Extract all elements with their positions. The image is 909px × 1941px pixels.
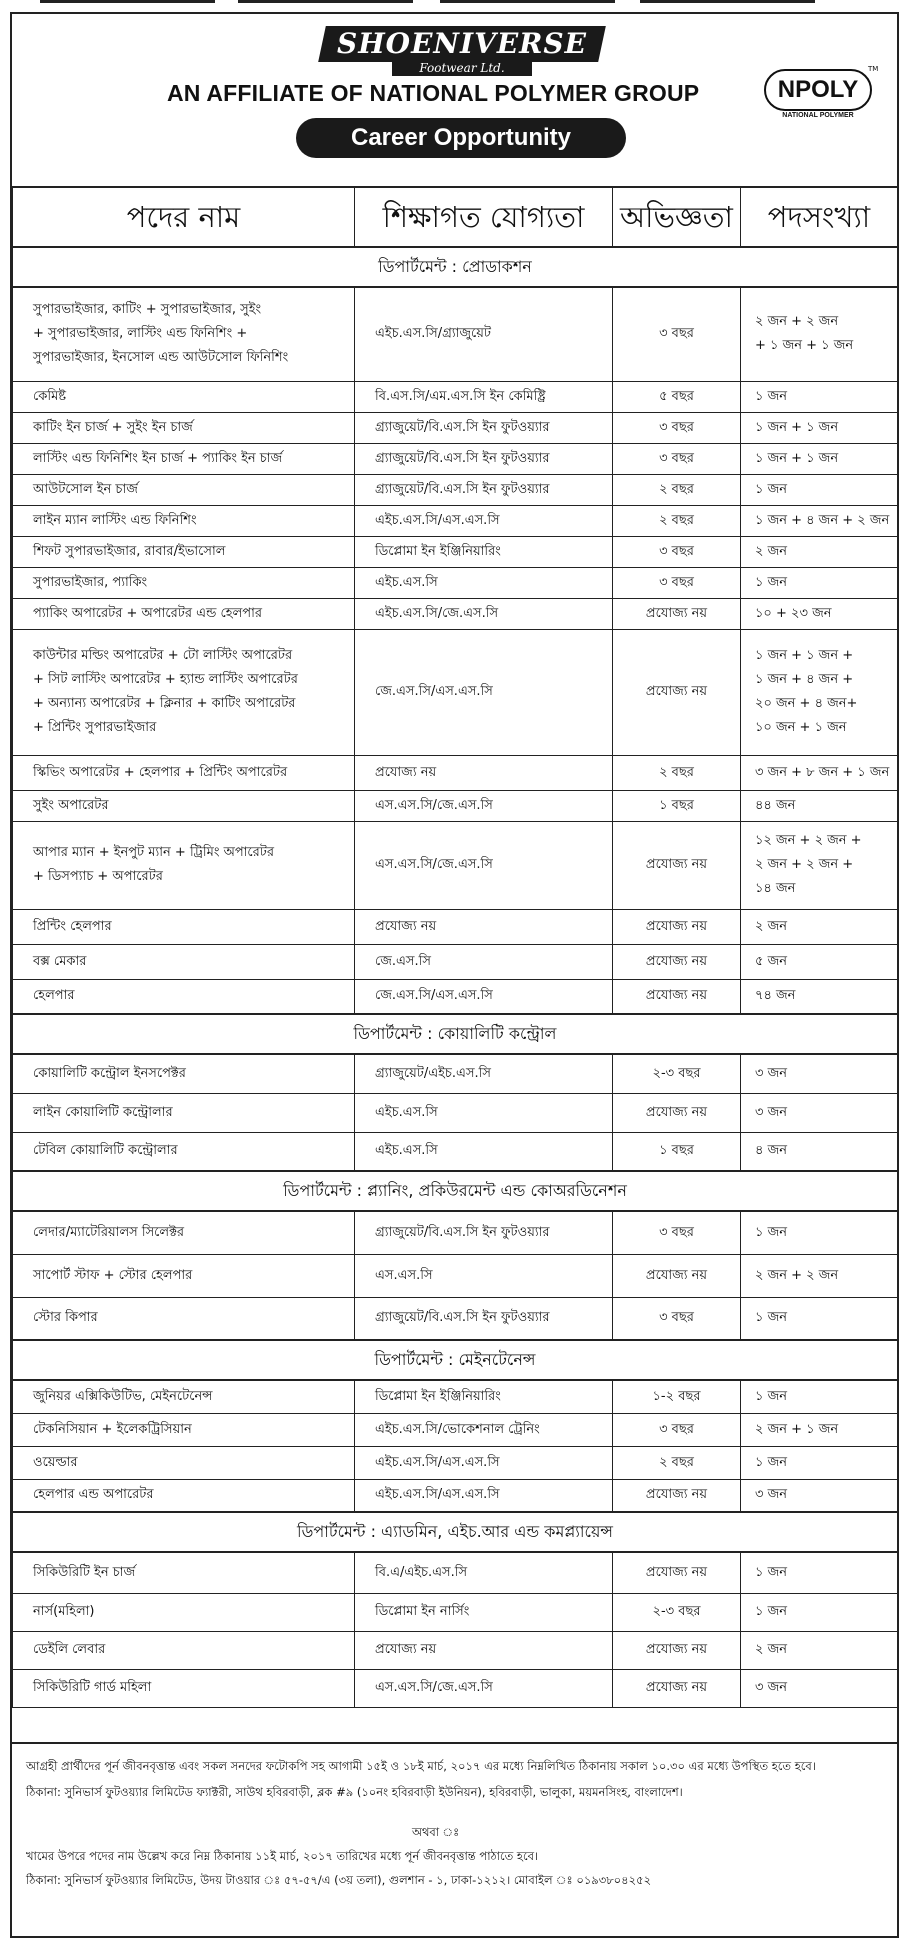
- vacancy-cell: [741, 790, 898, 821]
- experience-cell: ৩ বছর: [613, 536, 741, 567]
- post-name-cell: [13, 1479, 355, 1512]
- job-row: [13, 1297, 898, 1340]
- experience-cell: প্রযোজ্য নয়: [613, 944, 741, 979]
- department-row: [13, 1171, 898, 1211]
- vacancy-cell: [741, 1211, 898, 1254]
- vacancy-cell-line: ৪৪ জন: [755, 797, 796, 813]
- vacancy-cell-line: ১ জন: [755, 1310, 787, 1326]
- experience-cell: ১-২ বছর: [613, 1380, 741, 1413]
- department-row: [13, 1340, 898, 1380]
- post-name-cell-line: টেকনিসিয়ান + ইলেকট্রিসিয়ান: [33, 1421, 192, 1437]
- education-cell: ডিপ্লোমা ইন ইঞ্জিনিয়ারিং: [355, 1380, 613, 1413]
- post-name-cell: [13, 598, 355, 629]
- job-row: [13, 755, 898, 790]
- affiliate-line: AN AFFILIATE OF NATIONAL POLYMER GROUP: [167, 80, 700, 106]
- vacancy-cell: [741, 944, 898, 979]
- vacancy-cell-line: ১ জন + ১ জন: [755, 450, 839, 466]
- npoly-logo-subtext: NATIONAL POLYMER: [782, 112, 854, 119]
- vacancy-cell-line: ১ জন: [755, 388, 787, 404]
- job-row: [13, 629, 898, 755]
- department-title: ডিপার্টমেন্ট : প্রোডাকশন: [13, 247, 898, 287]
- experience-cell: ৫ বছর: [613, 381, 741, 412]
- experience-cell: ২ বছর: [613, 755, 741, 790]
- education-cell: এস.এস.সি/জে.এস.সি: [355, 1669, 613, 1707]
- post-name-cell-line: সাপোর্ট স্টাফ + স্টোর হেলপার: [33, 1267, 193, 1283]
- post-name-cell-line: প্যাকিং অপারেটর + অপারেটর এন্ড হেলপার: [33, 605, 263, 621]
- education-cell: জে.এস.সি/এস.এস.সি: [355, 629, 613, 755]
- table-header-row: [13, 187, 898, 247]
- table-body: [13, 247, 898, 1707]
- job-table: [12, 186, 898, 1708]
- experience-cell: প্রযোজ্য নয়: [613, 979, 741, 1014]
- vacancy-cell-line: ১ জন: [755, 1454, 787, 1470]
- post-name-cell-line: সুইং অপারেটর: [33, 797, 109, 813]
- vacancy-cell: [741, 1413, 898, 1446]
- vacancy-cell: [741, 1593, 898, 1631]
- education-cell: এইচ.এস.সি/গ্র্যাজুয়েট: [355, 287, 613, 381]
- vacancy-cell-line: ২ জন: [755, 918, 787, 934]
- post-name-cell: [13, 1211, 355, 1254]
- experience-cell: প্রযোজ্য নয়: [613, 1552, 741, 1593]
- logo-main-text: SHOENIVERSE: [337, 27, 587, 60]
- experience-cell: প্রযোজ্য নয়: [613, 1093, 741, 1132]
- education-cell: গ্র্যাজুয়েট/বি.এস.সি ইন ফুটওয়্যার: [355, 443, 613, 474]
- experience-cell: ৩ বছর: [613, 287, 741, 381]
- post-name-cell-line: প্রিন্টিং হেলপার: [33, 918, 112, 934]
- post-name-cell: [13, 474, 355, 505]
- experience-cell: প্রযোজ্য নয়: [613, 909, 741, 944]
- experience-cell: ৩ বছর: [613, 443, 741, 474]
- instruction-line: আগ্রহী প্রার্থীদের পূর্ন জীবনবৃত্তান্ত এবং সকল সনদের ফটোকপি সহ আগামী ১৫ই ও ১৮ই মার্চ, ২০১৭ এর মধ্যে নিম্নলিখিত ঠিকানায় সকাল ১০.৩০ এর মধ্যে উপস্থিত হতে হবে।: [26, 1759, 816, 1773]
- post-name-cell-line: জুনিয়র এক্সিকিউটিভ, মেইনটেনেন্স: [33, 1388, 213, 1404]
- post-name-cell-line: কেমিষ্ট: [33, 388, 67, 404]
- department-title: ডিপার্টমেন্ট : প্ল্যানিং, প্রকিউরমেন্ট এন্ড কোঅরডিনেশন: [13, 1171, 898, 1211]
- experience-cell: ৩ বছর: [613, 1211, 741, 1254]
- post-name-cell: [13, 1254, 355, 1297]
- job-row: [13, 1631, 898, 1669]
- job-row: [13, 1254, 898, 1297]
- vacancy-cell: [741, 1552, 898, 1593]
- post-name-cell: [13, 629, 355, 755]
- post-name-cell: [13, 821, 355, 909]
- npoly-tm: TM: [868, 65, 879, 73]
- department-title: ডিপার্টমেন্ট : মেইনটেনেন্স: [13, 1340, 898, 1380]
- experience-cell: ২ বছর: [613, 1446, 741, 1479]
- post-name-cell: [13, 287, 355, 381]
- post-name-cell: [13, 1297, 355, 1340]
- post-name-cell: [13, 1054, 355, 1093]
- post-name-cell: [13, 1093, 355, 1132]
- post-name-cell-line: লাইন ম্যান লাস্টিং এন্ড ফিনিশিং: [33, 512, 197, 528]
- vacancy-cell-line: ৩ জন: [755, 1065, 787, 1081]
- vacancy-cell-line: ১ জন: [755, 1604, 787, 1619]
- job-row: [13, 505, 898, 536]
- post-name-cell-line: টেবিল কোয়ালিটি কন্ট্রোলার: [33, 1143, 178, 1159]
- vacancy-cell-line: ১ জন + ৪ জন + ২ জন: [755, 512, 890, 528]
- post-name-cell: [13, 381, 355, 412]
- job-row: [13, 790, 898, 821]
- header-education: শিক্ষাগত যোগ্যতা: [355, 187, 613, 247]
- header-experience: অভিজ্ঞতা: [613, 187, 741, 247]
- job-row: [13, 1054, 898, 1093]
- vacancy-cell: [741, 821, 898, 909]
- post-name-cell-line: সিকিউরিটি ইন চার্জ: [33, 1564, 136, 1580]
- experience-cell: প্রযোজ্য নয়: [613, 1631, 741, 1669]
- department-title: ডিপার্টমেন্ট : এ্যাডমিন, এইচ.আর এন্ড কমপ্ল্যায়েন্স: [13, 1512, 898, 1552]
- education-cell: জে.এস.সি/এস.এস.সি: [355, 979, 613, 1014]
- job-row: [13, 536, 898, 567]
- experience-cell: প্রযোজ্য নয়: [613, 1254, 741, 1297]
- vacancy-cell: [741, 1446, 898, 1479]
- post-name-cell: [13, 443, 355, 474]
- experience-cell: ৩ বছর: [613, 1297, 741, 1340]
- education-cell: গ্র্যাজুয়েট/বি.এস.সি ইন ফুটওয়্যার: [355, 412, 613, 443]
- post-name-cell-line: সুপারভাইজার, প্যাকিং: [33, 574, 148, 590]
- vacancy-cell: [741, 287, 898, 381]
- post-name-cell-line: কাউন্টার মল্ডিং অপারেটর + টো লাস্টিং অপারেটর: [33, 648, 293, 663]
- post-name-cell-line: লেদার/ম্যাটেরিয়ালস সিলেক্টর: [33, 1224, 185, 1240]
- vacancy-cell: [741, 536, 898, 567]
- experience-cell: প্রযোজ্য নয়: [613, 1669, 741, 1707]
- post-name-cell-line: স্টোর কিপার: [33, 1310, 98, 1326]
- education-cell: গ্র্যাজুয়েট/বি.এস.সি ইন ফুটওয়্যার: [355, 474, 613, 505]
- vacancy-cell: [741, 1254, 898, 1297]
- post-name-cell-line: সুপারভাইজার, কাটিং + সুপারভাইজার, সুইং: [33, 302, 262, 318]
- department-row: [13, 247, 898, 287]
- vacancy-cell: [741, 909, 898, 944]
- vacancy-cell-line: ১০ + ২৩ জন: [755, 605, 832, 621]
- vacancy-cell-line: ১ জন: [755, 1224, 787, 1240]
- npoly-logo: [764, 65, 879, 124]
- post-name-cell-line: স্কিভিং অপারেটর + হেলপার + প্রিন্টিং অপারেটর: [33, 764, 288, 780]
- post-name-cell: [13, 1413, 355, 1446]
- education-cell: এস.এস.সি: [355, 1254, 613, 1297]
- vacancy-cell: [741, 755, 898, 790]
- vacancy-cell-line: ২ জন: [755, 543, 787, 559]
- post-name-cell: [13, 909, 355, 944]
- vacancy-cell-line: ২০ জন + ৪ জন+: [755, 696, 858, 711]
- vacancy-cell-line: ৩ জন: [755, 1104, 787, 1120]
- post-name-cell: [13, 755, 355, 790]
- job-row: [13, 474, 898, 505]
- vacancy-cell: [741, 1631, 898, 1669]
- job-row: [13, 1413, 898, 1446]
- or-separator: অথবা ঃ: [412, 1825, 460, 1839]
- post-name-cell: [13, 505, 355, 536]
- office-address: ঠিকানা: সুনিভার্স ফুটওয়্যার লিমিটেড, উদয় টাওয়ার ঃ ৫৭-৫৭/এ (৩য় তলা), গুলশান - ১, ঢাকা-১২১২। মোবাইল ঃ ০১৯৩৮০৪২৫২: [26, 1873, 652, 1887]
- job-row: [13, 1479, 898, 1512]
- vacancy-cell: [741, 474, 898, 505]
- experience-cell: প্রযোজ্য নয়: [613, 598, 741, 629]
- vacancy-cell-line: ১৪ জন: [755, 881, 796, 896]
- logo-sub-text: Footwear Ltd.: [392, 60, 532, 76]
- education-cell: গ্র্যাজুয়েট/এইচ.এস.সি: [355, 1054, 613, 1093]
- education-cell: গ্র্যাজুয়েট/বি.এস.সি ইন ফুটওয়্যার: [355, 1297, 613, 1340]
- vacancy-cell-line: ৩ জন + ৮ জন + ১ জন: [755, 764, 890, 780]
- vacancy-cell: [741, 1297, 898, 1340]
- top-border-strip: [0, 0, 909, 6]
- vacancy-cell-line: ১ জন + ১ জন +: [755, 648, 854, 663]
- vacancy-cell-line: ১ জন: [755, 481, 787, 497]
- job-row: [13, 443, 898, 474]
- job-row: [13, 979, 898, 1014]
- header-post-name: পদের নাম: [13, 187, 355, 247]
- ad-header: [12, 14, 897, 186]
- vacancy-cell-line: ১ জন: [755, 1388, 787, 1404]
- vacancy-cell: [741, 505, 898, 536]
- education-cell: বি.এ/এইচ.এস.সি: [355, 1552, 613, 1593]
- education-cell: ডিপ্লোমা ইন ইঞ্জিনিয়ারিং: [355, 536, 613, 567]
- post-name-cell-line: + প্রিন্টিং সুপারভাইজার: [33, 720, 157, 735]
- job-row: [13, 567, 898, 598]
- post-name-cell: [13, 412, 355, 443]
- education-cell: বি.এস.সি/এম.এস.সি ইন কেমিষ্ট্রি: [355, 381, 613, 412]
- vacancy-cell-line: ৫ জন: [755, 953, 787, 969]
- education-cell: প্রযোজ্য নয়: [355, 1631, 613, 1669]
- experience-cell: ২ বছর: [613, 505, 741, 536]
- vacancy-cell: [741, 598, 898, 629]
- vacancy-cell-line: ১ জন + ৪ জন +: [755, 672, 854, 687]
- education-cell: এইচ.এস.সি/জে.এস.সি: [355, 598, 613, 629]
- vacancy-cell: [741, 1093, 898, 1132]
- vacancy-cell-line: ১০ জন + ১ জন: [755, 720, 847, 735]
- application-instructions: [12, 1742, 897, 1940]
- vacancy-cell-line: ২ জন + ২ জন +: [755, 857, 854, 872]
- department-title: ডিপার্টমেন্ট : কোয়ালিটি কন্ট্রোল: [13, 1014, 898, 1054]
- career-opportunity-banner: Career Opportunity: [296, 118, 626, 158]
- post-name-cell-line: + সিট লাস্টিং অপারেটর + হ্যান্ড লাস্টিং অপারেটর: [33, 672, 298, 687]
- department-row: [13, 1014, 898, 1054]
- post-name-cell-line: শিফট সুপারভাইজার, রাবার/ইভাসোল: [33, 543, 226, 559]
- job-row: [13, 1211, 898, 1254]
- job-row: [13, 909, 898, 944]
- post-name-cell-line: সুপারভাইজার, ইনসোল এন্ড আউটসোল ফিনিশিং: [33, 350, 289, 366]
- vacancy-cell-line: ২ জন + ২ জন: [755, 314, 839, 330]
- education-cell: প্রযোজ্য নয়: [355, 909, 613, 944]
- post-name-cell: [13, 1593, 355, 1631]
- experience-cell: ২ বছর: [613, 474, 741, 505]
- vacancy-cell: [741, 443, 898, 474]
- experience-cell: ১ বছর: [613, 790, 741, 821]
- education-cell: এইচ.এস.সি: [355, 1132, 613, 1171]
- education-cell: ডিপ্লোমা ইন নার্সিং: [355, 1593, 613, 1631]
- post-name-cell-line: আপার ম্যান + ইনপুট ম্যান + ট্রিমিং অপারেটর: [33, 845, 275, 860]
- job-row: [13, 1380, 898, 1413]
- vacancy-cell: [741, 1380, 898, 1413]
- vacancy-cell-line: ২ জন + ১ জন: [755, 1421, 839, 1437]
- education-cell: প্রযোজ্য নয়: [355, 755, 613, 790]
- vacancy-cell-line: ৪ জন: [755, 1143, 787, 1159]
- vacancy-cell-line: ১ জন: [755, 574, 787, 590]
- job-row: [13, 1446, 898, 1479]
- vacancy-cell-line: ৩ জন: [755, 1680, 787, 1695]
- header-vacancies: পদসংখ্যা: [741, 187, 898, 247]
- experience-cell: ৩ বছর: [613, 412, 741, 443]
- education-cell: এইচ.এস.সি/এস.এস.সি: [355, 505, 613, 536]
- post-name-cell-line: ওয়েল্ডার: [33, 1454, 78, 1470]
- post-name-cell-line: কোয়ালিটি কন্ট্রোল ইনসপেক্টর: [33, 1065, 186, 1081]
- vacancy-cell: [741, 1669, 898, 1707]
- education-cell: এইচ.এস.সি: [355, 1093, 613, 1132]
- vacancy-cell: [741, 979, 898, 1014]
- experience-cell: ৩ বছর: [613, 567, 741, 598]
- post-name-cell: [13, 790, 355, 821]
- job-row: [13, 287, 898, 381]
- post-name-cell-line: কাটিং ইন চার্জ + সুইং ইন চার্জ: [33, 419, 193, 435]
- vacancy-cell-line: ১ জন: [755, 1564, 787, 1580]
- vacancy-cell-line: ৩ জন: [755, 1487, 787, 1503]
- experience-cell: প্রযোজ্য নয়: [613, 821, 741, 909]
- experience-cell: ১ বছর: [613, 1132, 741, 1171]
- vacancy-cell: [741, 629, 898, 755]
- education-cell: গ্র্যাজুয়েট/বি.এস.সি ইন ফুটওয়্যার: [355, 1211, 613, 1254]
- experience-cell: ৩ বছর: [613, 1413, 741, 1446]
- experience-cell: প্রযোজ্য নয়: [613, 629, 741, 755]
- post-name-cell: [13, 979, 355, 1014]
- post-name-cell: [13, 944, 355, 979]
- post-name-cell: [13, 1631, 355, 1669]
- advertisement-frame: [10, 12, 899, 1938]
- job-row: [13, 598, 898, 629]
- post-name-cell-line: আউটসোল ইন চার্জ: [33, 481, 138, 497]
- post-name-cell: [13, 567, 355, 598]
- mail-instruction: খামের উপরে পদের নাম উল্লেখ করে নিম্ন ঠিকানায় ১১ই মার্চ, ২০১৭ তারিখের মধ্যে পূর্ন জীবনবৃত্তান্ত পাঠাতে হবে।: [26, 1849, 539, 1863]
- vacancy-cell-line: ২ জন + ২ জন: [755, 1267, 839, 1283]
- post-name-cell: [13, 536, 355, 567]
- experience-cell: ২-৩ বছর: [613, 1054, 741, 1093]
- factory-address: ঠিকানা: সুনিভার্স ফুটওয়্যার লিমিটেড ফ্যাক্টরী, সাউথ হবিরবাড়ী, ব্লক #৯ (১০নং হবিরবাড়ী ইউনিয়ন), হবিরবাড়ী, ভালুকা, ময়মনসিংহ, বাংলাদেশ।: [26, 1785, 683, 1799]
- post-name-cell-line: নার্স(মহিলা): [33, 1604, 95, 1619]
- vacancy-cell-line: + ১ জন + ১ জন: [755, 338, 854, 354]
- post-name-cell-line: বক্স মেকার: [33, 953, 87, 969]
- job-row: [13, 1593, 898, 1631]
- education-cell: এইচ.এস.সি/ভোকেশনাল ট্রেনিং: [355, 1413, 613, 1446]
- vacancy-cell: [741, 1132, 898, 1171]
- npoly-logo-text: NPOLY: [764, 69, 872, 111]
- post-name-cell-line: লাস্টিং এন্ড ফিনিশিং ইন চার্জ + প্যাকিং ইন চার্জ: [33, 450, 283, 466]
- education-cell: এইচ.এস.সি/এস.এস.সি: [355, 1479, 613, 1512]
- post-name-cell-line: ডেইলি লেবার: [33, 1642, 106, 1657]
- vacancy-cell-line: ১ জন + ১ জন: [755, 419, 839, 435]
- job-row: [13, 1132, 898, 1171]
- post-name-cell-line: + অন্যান্য অপারেটর + ক্লিনার + কাটিং অপারেটর: [33, 696, 296, 711]
- experience-cell: ২-৩ বছর: [613, 1593, 741, 1631]
- post-name-cell: [13, 1446, 355, 1479]
- post-name-cell-line: + সুপারভাইজার, লাস্টিং এন্ড ফিনিশিং +: [33, 326, 248, 342]
- shoeniverse-logo: [322, 26, 602, 76]
- post-name-cell-line: সিকিউরিটি গার্ড মহিলা: [33, 1680, 152, 1695]
- job-row: [13, 412, 898, 443]
- post-name-cell: [13, 1552, 355, 1593]
- vacancy-cell: [741, 381, 898, 412]
- education-cell: এস.এস.সি/জে.এস.সি: [355, 821, 613, 909]
- education-cell: এস.এস.সি/জে.এস.সি: [355, 790, 613, 821]
- job-row: [13, 381, 898, 412]
- vacancy-cell: [741, 412, 898, 443]
- vacancy-cell-line: ১২ জন + ২ জন +: [755, 833, 862, 848]
- vacancy-cell: [741, 1479, 898, 1512]
- vacancy-cell-line: ২ জন: [755, 1642, 787, 1657]
- education-cell: এইচ.এস.সি: [355, 567, 613, 598]
- department-row: [13, 1512, 898, 1552]
- post-name-cell: [13, 1669, 355, 1707]
- post-name-cell-line: হেলপার এন্ড অপারেটর: [33, 1487, 154, 1503]
- vacancy-cell-line: ৭৪ জন: [755, 988, 796, 1004]
- job-row: [13, 821, 898, 909]
- education-cell: এইচ.এস.সি/এস.এস.সি: [355, 1446, 613, 1479]
- job-row: [13, 1093, 898, 1132]
- vacancy-cell: [741, 567, 898, 598]
- post-name-cell: [13, 1380, 355, 1413]
- post-name-cell-line: হেলপার: [33, 988, 75, 1004]
- job-row: [13, 1552, 898, 1593]
- post-name-cell: [13, 1132, 355, 1171]
- vacancy-cell: [741, 1054, 898, 1093]
- experience-cell: প্রযোজ্য নয়: [613, 1479, 741, 1512]
- job-row: [13, 1669, 898, 1707]
- post-name-cell-line: + ডিসপ্যাচ + অপারেটর: [33, 869, 163, 884]
- post-name-cell-line: লাইন কোয়ালিটি কন্ট্রোলার: [33, 1104, 173, 1120]
- education-cell: জে.এস.সি: [355, 944, 613, 979]
- job-row: [13, 944, 898, 979]
